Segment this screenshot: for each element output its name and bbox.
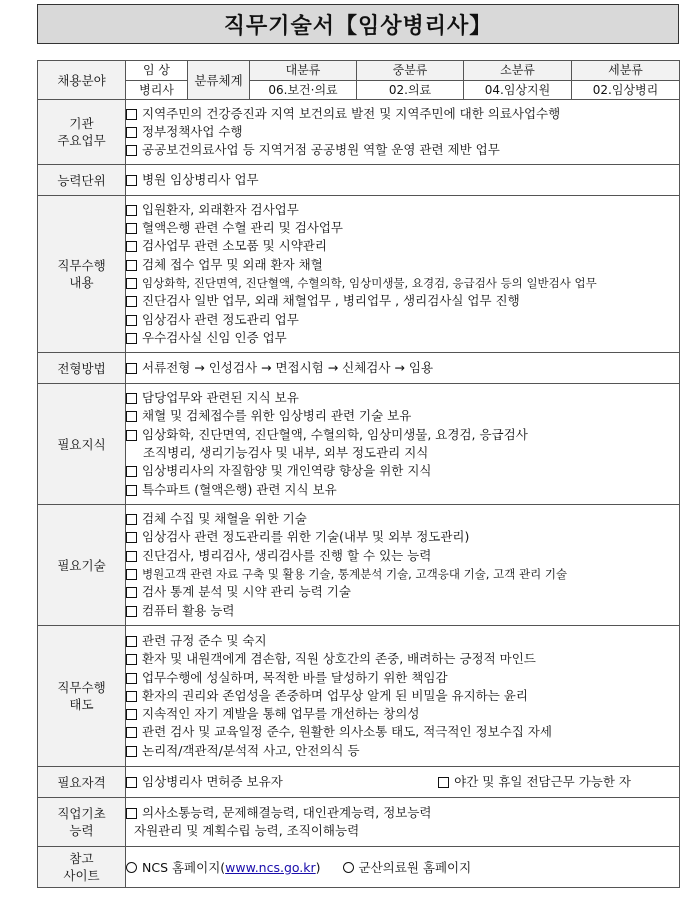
checkbox-icon — [126, 315, 137, 326]
checkbox-icon — [126, 241, 137, 252]
checkbox-icon — [126, 569, 137, 580]
list-item: 논리적/객관적/분석적 사고, 안전의식 등 — [126, 742, 679, 760]
list-item: 임상화학, 진단면역, 진단혈액, 수혈의학, 임상미생물, 요경검, 응급검사 — [126, 426, 679, 444]
list-item: 컴퓨터 활용 능력 — [126, 602, 679, 620]
checkbox-icon — [126, 654, 137, 665]
sub-class-header: 세분류 — [572, 61, 680, 81]
competency-unit-label: 능력단위 — [38, 165, 126, 196]
list-item-continuation: 자원관리 및 계획수립 능력, 조직이해능력 — [134, 823, 360, 838]
org-duties-label: 기관 주요업무 — [38, 100, 126, 165]
checkbox-icon — [126, 514, 137, 525]
checkbox-icon — [126, 673, 137, 684]
checkbox-icon — [126, 109, 137, 120]
checkbox-icon — [126, 636, 137, 647]
list-item: 담당업무와 관련된 지식 보유 — [126, 389, 679, 407]
hospital-site-text: 군산의료원 홈페이지 — [358, 860, 472, 875]
checkbox-icon — [126, 260, 137, 271]
list-item: 지속적인 자기 계발을 통해 업무를 개선하는 창의성 — [126, 705, 679, 723]
checkbox-icon — [126, 808, 137, 819]
list-item: 병원고객 관련 자료 구축 및 활용 기술, 통계분석 기술, 고객응대 기술, 고객 관리 기술 — [126, 565, 679, 583]
checkbox-icon — [126, 709, 137, 720]
classification-label: 분류체계 — [188, 61, 250, 100]
list-item: 임상병리사의 자질함양 및 개인역량 향상을 위한 지식 — [126, 462, 679, 480]
field-label: 채용분야 — [38, 61, 126, 100]
middle-class-value: 02.의료 — [357, 80, 464, 100]
list-item: 채혈 및 검체접수를 위한 임상병리 관련 기술 보유 — [126, 407, 679, 425]
required-skills-content — [126, 505, 680, 626]
competency-unit-content — [126, 165, 680, 196]
required-knowledge-content — [126, 384, 680, 505]
list-item: 검체 접수 업무 및 외래 환자 채혈 — [126, 256, 679, 274]
list-item: 환자의 권리와 존엄성을 존중하며 업무상 알게 된 비밀을 유지하는 윤리 — [126, 687, 679, 705]
required-knowledge-label: 필요지식 — [38, 384, 126, 505]
ncs-site-link[interactable]: www.ncs.go.kr — [225, 860, 316, 875]
checkbox-icon — [126, 175, 137, 186]
list-item: 공공보건의료사업 등 지역거점 공공병원 역할 운영 관련 제반 업무 — [126, 141, 679, 159]
checkbox-icon — [126, 296, 137, 307]
list-item: 서류전형 → 인성검사 → 면접시험 → 신체검사 → 임용 — [126, 359, 679, 377]
duty-content-label: 직무수행 내용 — [38, 196, 126, 353]
list-item: 임상병리사 면허증 보유자 — [126, 773, 283, 791]
duty-content — [126, 196, 680, 353]
work-attitude-content — [126, 626, 680, 767]
checkbox-icon — [126, 777, 137, 788]
selection-process-content — [126, 353, 680, 384]
checkbox-icon — [126, 127, 137, 138]
selection-process-label: 전형방법 — [38, 353, 126, 384]
checkbox-icon — [438, 777, 449, 788]
list-item: 관련 검사 및 교육일정 준수, 원활한 의사소통 태도, 적극적인 정보수집 자세 — [126, 723, 679, 741]
checkbox-icon — [126, 466, 137, 477]
list-item: 검체 수집 및 채혈을 위한 기술 — [126, 510, 679, 528]
list-item: 임상화학, 진단면역, 진단혈액, 수혈의학, 임상미생물, 요경검, 응급검사 등의 일반검사 업무 — [126, 274, 679, 292]
major-class-header: 대분류 — [250, 61, 357, 81]
checkbox-icon — [126, 430, 137, 441]
checkbox-icon — [126, 278, 137, 289]
minor-class-value: 04.임상지원 — [464, 80, 572, 100]
page-title: 직무기술서【임상병리사】 — [37, 4, 679, 44]
basic-competency-content — [126, 798, 680, 847]
field-value-line2: 병리사 — [126, 80, 188, 100]
field-value-line1: 임 상 — [126, 61, 188, 81]
circle-bullet-icon — [126, 862, 137, 873]
list-item: 우수검사실 신임 인증 업무 — [126, 329, 679, 347]
list-item: 정부정책사업 수행 — [126, 123, 679, 141]
ncs-site-prefix: NCS 홈페이지( — [142, 860, 226, 875]
list-item: 지역주민의 건강증진과 지역 보건의료 발전 및 지역주민에 대한 의료사업수행 — [126, 105, 679, 123]
list-item: 임상검사 관련 정도관리를 위한 기술(내부 및 외부 정도관리) — [126, 528, 679, 546]
checkbox-icon — [126, 746, 137, 757]
required-qualification-label: 필요자격 — [38, 767, 126, 798]
org-duties-content — [126, 100, 680, 165]
ncs-site-suffix: ) — [315, 860, 321, 875]
checkbox-icon — [126, 532, 137, 543]
checkbox-icon — [126, 205, 137, 216]
reference-site-label: 참고 사이트 — [38, 847, 126, 888]
required-skills-label: 필요기술 — [38, 505, 126, 626]
list-item: 병원 임상병리사 업무 — [126, 171, 679, 189]
checkbox-icon — [126, 223, 137, 234]
reference-site-content — [126, 847, 680, 888]
list-item: 야간 및 휴일 전담근무 가능한 자 — [438, 773, 631, 791]
major-class-value: 06.보건·의료 — [250, 80, 357, 100]
checkbox-icon — [126, 393, 137, 404]
checkbox-icon — [126, 363, 137, 374]
list-item: 진단검사, 병리검사, 생리검사를 진행 할 수 있는 능력 — [126, 547, 679, 565]
list-item: 검사 통계 분석 및 시약 관리 능력 기술 — [126, 583, 679, 601]
job-description-table — [37, 60, 680, 888]
list-item: 환자 및 내원객에게 겸손함, 직원 상호간의 존중, 배려하는 긍정적 마인드 — [126, 650, 679, 668]
checkbox-icon — [126, 485, 137, 496]
middle-class-header: 중분류 — [357, 61, 464, 81]
circle-bullet-icon — [343, 862, 354, 873]
required-qualification-content — [126, 767, 680, 798]
list-item: 검사업무 관련 소모품 및 시약관리 — [126, 237, 679, 255]
list-item: 의사소통능력, 문제해결능력, 대인관계능력, 정보능력 — [126, 804, 679, 822]
list-item: 진단검사 일반 업무, 외래 채혈업무 , 병리업무 , 생리검사실 업무 진행 — [126, 292, 679, 310]
list-item: 입원환자, 외래환자 검사업무 — [126, 201, 679, 219]
checkbox-icon — [126, 727, 137, 738]
checkbox-icon — [126, 551, 137, 562]
checkbox-icon — [126, 333, 137, 344]
list-item: 임상검사 관련 정도관리 업무 — [126, 311, 679, 329]
checkbox-icon — [126, 411, 137, 422]
work-attitude-label: 직무수행 태도 — [38, 626, 126, 767]
checkbox-icon — [126, 606, 137, 617]
checkbox-icon — [126, 145, 137, 156]
checkbox-icon — [126, 691, 137, 702]
list-item-continuation: 조직병리, 생리기능검사 및 내부, 외부 정도관리 지식 — [143, 445, 429, 460]
checkbox-icon — [126, 587, 137, 598]
basic-competency-label: 직업기초 능력 — [38, 798, 126, 847]
list-item: 혈액은행 관련 수혈 관리 및 검사업무 — [126, 219, 679, 237]
list-item: 특수파트 (혈액은행) 관련 지식 보유 — [126, 481, 679, 499]
list-item: 관련 규정 준수 및 숙지 — [126, 632, 679, 650]
sub-class-value: 02.임상병리 — [572, 80, 680, 100]
minor-class-header: 소분류 — [464, 61, 572, 81]
list-item: 업무수행에 성실하며, 목적한 바를 달성하기 위한 책임감 — [126, 669, 679, 687]
